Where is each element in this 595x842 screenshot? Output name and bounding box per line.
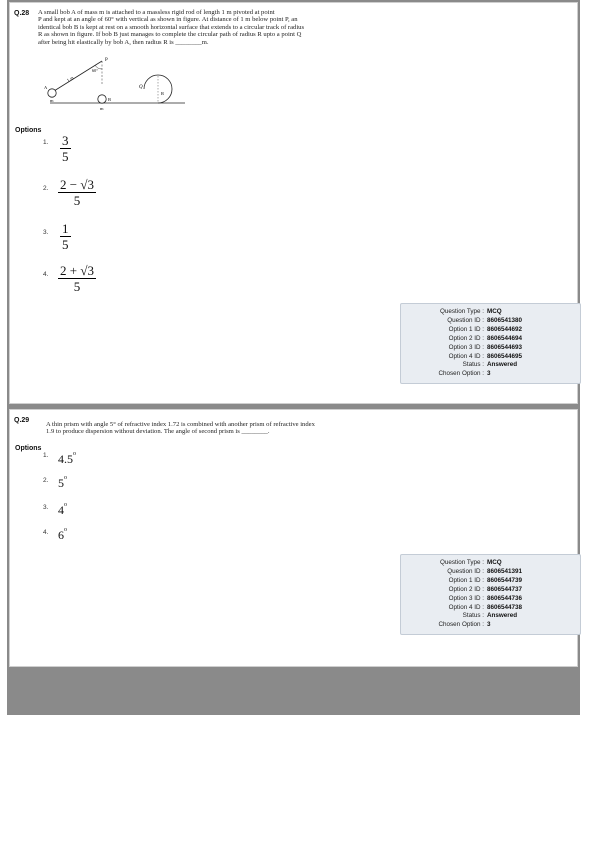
info-key: Option 2 ID : [448,585,484,593]
rod-line [54,61,102,91]
question-text [38,9,304,46]
question-text-line: after being hit elastically by bob A, then radius R is ________m. [38,38,209,46]
info-row [407,604,574,613]
bob-a [48,89,56,97]
info-row [407,317,574,326]
info-value: MCQ [487,559,502,566]
label-mass-b: m [100,106,104,111]
status-value: Answered [487,612,518,620]
info-row [407,621,574,630]
fraction-numerator: 3 [62,133,69,148]
question-text-line: A small bob A of mass m is attached to a massless rigid rod of length 1 m pivoted at point [38,9,275,16]
info-key: Chosen Option : [438,621,484,629]
degree-symbol: o [64,475,67,481]
label-angle: 60° [92,68,98,73]
degree-symbol: o [64,527,67,533]
info-value: 8606544694 [487,334,523,342]
label-b: B [108,97,112,102]
chosen-option-value: 3 [487,621,491,629]
option-number: 4. [43,271,49,278]
info-key: Option 4 ID : [448,603,484,611]
option-value-text: 6 [58,528,64,542]
info-row [407,577,574,586]
info-key: Option 4 ID : [448,352,484,360]
fraction-numerator: 2 + √3 [60,263,94,278]
option-number: 3. [43,504,49,511]
label-mass-a: m [50,98,54,103]
info-key: Status : [462,361,484,369]
info-key: Option 2 ID : [448,334,484,342]
label-a: A [44,85,48,90]
label-rod-length: 1 m [65,74,75,83]
fraction-denominator: 5 [62,149,69,164]
question-text [46,421,315,436]
option-value-text: 4 [58,503,64,517]
option-number: 2. [43,477,49,484]
question-info-panel [400,554,581,635]
fraction-denominator: 5 [73,279,81,294]
info-value: 8606544695 [487,352,523,360]
options-label: Options [15,127,42,134]
question-text-line: 1.9 to produce dispersion without deviation. The angle of second prism is ________. [46,428,270,436]
info-value: 8606544736 [487,594,523,602]
info-value: 8606544738 [487,603,523,611]
info-key: Question Type : [440,308,484,315]
question-text-line: identical bob B is kept at rest on a smooth horizontal surface that extends to a circular track of radius [38,23,305,31]
info-row [407,586,574,595]
question-text-line: R as shown in figure. If bob B just manages to complete the circular path of radius R upto a point Q [38,31,302,39]
question-block-29 [9,409,578,667]
info-value: MCQ [487,308,502,315]
question-number: Q.28 [14,10,30,17]
option-1-fraction[interactable] [60,133,71,164]
label-q: Q [139,85,143,90]
option-3-fraction[interactable] [60,221,71,252]
chosen-option-value: 3 [487,370,491,378]
info-row [407,335,574,344]
question-number: Q.29 [14,417,30,424]
info-key: Question ID : [447,316,484,324]
option-2-fraction[interactable] [58,177,96,208]
info-key: Chosen Option : [438,370,484,378]
option-4-fraction[interactable] [58,263,96,294]
option-number: 1. [43,452,49,459]
fraction-numerator: 2 − √3 [60,177,94,192]
label-p: P [105,58,108,63]
option-value-text: 4.5 [58,452,73,466]
info-row [407,595,574,604]
info-row [407,344,574,353]
info-key: Question Type : [440,559,484,566]
degree-symbol: o [64,502,67,508]
info-value: 8606544693 [487,343,523,351]
option-1-value[interactable] [58,452,76,467]
info-row [407,326,574,335]
info-value: 8606544692 [487,325,523,333]
options-label: Options [15,445,42,452]
option-number: 1. [43,139,49,146]
info-row [407,612,574,621]
info-key: Option 3 ID : [448,594,484,602]
info-key: Option 1 ID : [448,325,484,333]
info-row [407,308,574,317]
status-value: Answered [487,361,518,369]
option-number: 2. [43,185,49,192]
fraction-numerator: 1 [62,221,69,236]
info-key: Option 1 ID : [448,576,484,584]
info-row [407,370,574,379]
fraction-denominator: 5 [62,237,69,252]
info-row [407,568,574,577]
info-value: 8606544739 [487,576,523,584]
question-info-panel [400,303,581,384]
info-value: 8606541380 [487,316,523,324]
question-text-line: A thin prism with angle 5° of refractive index 1.72 is combined with another prism of refractive index [46,421,315,428]
info-key: Question ID : [447,567,484,575]
option-2-value[interactable] [58,476,67,491]
info-row [407,353,574,362]
option-number: 4. [43,529,49,536]
bob-b [98,95,106,103]
fraction-denominator: 5 [73,193,81,208]
label-r: R [161,91,165,96]
info-key: Option 3 ID : [448,343,484,351]
info-row [407,559,574,568]
pendulum-track-figure [40,55,190,125]
option-3-value[interactable] [58,503,67,518]
question-block-28 [9,2,578,404]
info-row [407,361,574,370]
degree-symbol: o [73,451,76,457]
option-number: 3. [43,229,49,236]
option-value-text: 5 [58,476,64,490]
info-key: Status : [462,612,484,620]
option-4-value[interactable] [58,528,67,543]
info-value: 8606544737 [487,585,523,593]
question-text-line: P and kept at an angle of 60° with vertical as shown in figure. At distance of 1 m below point P, an [38,16,298,24]
info-value: 8606541391 [487,567,523,575]
